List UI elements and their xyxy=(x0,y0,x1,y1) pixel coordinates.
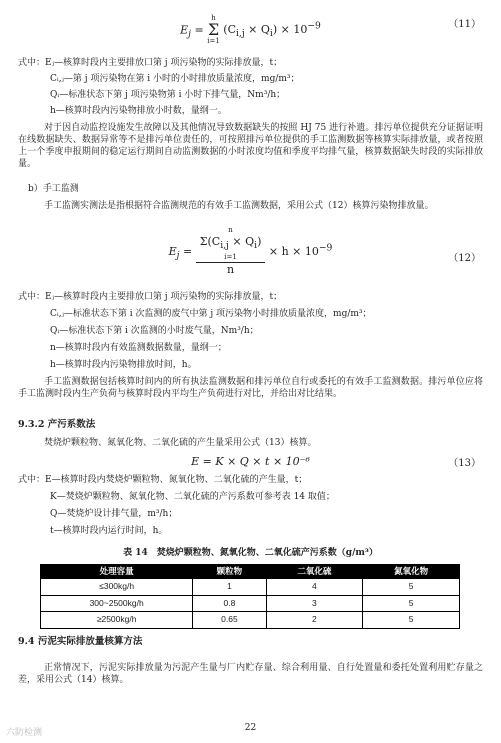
paragraph: 正常情况下，污泥实际排放量为污泥产生量与厂内贮存量、综合利用量、自行处置量和委托处置利用贮存量之差，采用公式（14）核算。 xyxy=(18,663,483,686)
column-header: 二氧化硫 xyxy=(266,565,363,579)
page-number: 22 xyxy=(244,723,257,733)
column-header: 处理容量 xyxy=(41,565,193,579)
subheading: b）手工监测 xyxy=(28,184,79,194)
definition-line: Qᵢ—标准状态下第 j 项污染物第 i 小时下排气量，Nm³/h； xyxy=(50,90,286,100)
definition-line: 式中：E—核算时段内焚烧炉颗粒物、氮氧化物、二氧化硫的产生量，t； xyxy=(18,475,308,485)
definition-line: n—核算时段内有效监测数据数量，量纲一； xyxy=(50,343,227,353)
table-row xyxy=(41,595,460,611)
paragraph: 对于因自动监控设施发生故障以及其他情况导致数据缺失的按照 HJ 75 进行补遗。排污单位提供充分证据证明在线数据缺失、数据异常等不是排污单位责任的，可按照排污单位提供的手工监测数据等核算实际排放量，或者按照上一个季度申报期间的稳定运行期间自动监测数据的小时浓度均值和季度平均排气量，核算数据缺失时段的实际排放量。 xyxy=(18,123,483,170)
equation-number: （13） xyxy=(448,458,481,469)
column-header: 颗粒物 xyxy=(193,565,266,579)
table-cell: 1 xyxy=(193,579,266,595)
table-cell: 4 xyxy=(266,579,363,595)
table-row xyxy=(41,579,460,595)
paragraph: 焚烧炉颗粒物、氮氧化物、二氧化硫的产生量采用公式（13）核算。 xyxy=(44,438,317,448)
table-cell: 5 xyxy=(363,612,460,628)
table-cell: 5 xyxy=(363,579,460,595)
definition-line: h—核算时段内污染物排放时间，h。 xyxy=(50,360,197,370)
definition-line: 式中：Eⱼ—核算时段内主要排放口第 j 项污染物的实际排放量，t； xyxy=(18,292,283,302)
table-cell: 0.8 xyxy=(193,595,266,611)
equation-13: E = K × Q × t × 10⁻⁶ （13） xyxy=(191,455,481,469)
section-heading: 9.4 污泥实际排放量核算方法 xyxy=(18,636,143,647)
equation-12: $E_j$ = n $\Sigma(C_{i,j} \times Q_i)$ i=1 n × $h \times 10^{-9}$ （12） xyxy=(168,226,481,277)
definition-line: Qᵢ—标准状态下第 i 次监测的小时废气量，Nm³/h； xyxy=(50,326,259,336)
column-header: 氮氧化物 xyxy=(363,565,460,579)
section-heading: 9.3.2 产污系数法 xyxy=(18,419,96,430)
table-caption: 表 14 焚烧炉颗粒物、氮氧化物、二氧化硫产污系数（g/m³） xyxy=(123,548,378,558)
table-cell: 300~2500kg/h xyxy=(41,595,193,611)
table-cell: 5 xyxy=(363,595,460,611)
definition-line: h—核算时段内污染物排放小时数，量纲一。 xyxy=(50,106,227,116)
table-cell: ≥2500kg/h xyxy=(41,612,193,628)
equation-number: （11） xyxy=(448,19,481,30)
table-header-row xyxy=(41,565,460,579)
table-cell: 2 xyxy=(266,612,363,628)
definition-line: Cᵢ,ⱼ—标准状态下第 i 次监测的废气中第 j 项污染物小时排放质量浓度，mg/m³； xyxy=(50,309,372,319)
paragraph: 手工监测数据包括核算时间内的所有执法监测数据和排污单位自行或委托的有效手工监测数据。排污单位应将手工监测时段内生产负荷与核算时段内平均生产负荷进行对比，并给出对比结果。 xyxy=(18,377,483,400)
definition-line: Q—焚烧炉设计排气量，m³/h； xyxy=(50,509,178,519)
table-cell: 0.65 xyxy=(193,612,266,628)
table-row xyxy=(41,612,460,628)
definition-line: t—核算时段内运行时间，h。 xyxy=(50,526,168,536)
equation-11: $E_j$ = h Σ i=1 $(C_{i,j} \times Q_i) \times 10^{-9}$ （11） xyxy=(180,14,481,46)
coefficient-table xyxy=(40,564,460,629)
definition-line: Cᵢ,ⱼ—第 j 项污染物在第 i 小时的小时排放质量浓度，mg/m³； xyxy=(50,74,300,84)
watermark: 六防检测 xyxy=(6,727,43,737)
definition-line: K—焚烧炉颗粒物、氮氧化物、二氧化硫的产污系数可参考表 14 取值； xyxy=(50,492,335,502)
table-cell: ≤300kg/h xyxy=(41,579,193,595)
definition-line: 式中：Eⱼ—核算时段内主要排放口第 j 项污染物的实际排放量，t； xyxy=(18,58,283,68)
table-cell: 3 xyxy=(266,595,363,611)
equation-number: （12） xyxy=(448,253,481,264)
paragraph: 手工监测实测法是指根据符合监测规范的有效手工监测数据，采用公式（12）核算污染物排放量。 xyxy=(44,201,434,211)
